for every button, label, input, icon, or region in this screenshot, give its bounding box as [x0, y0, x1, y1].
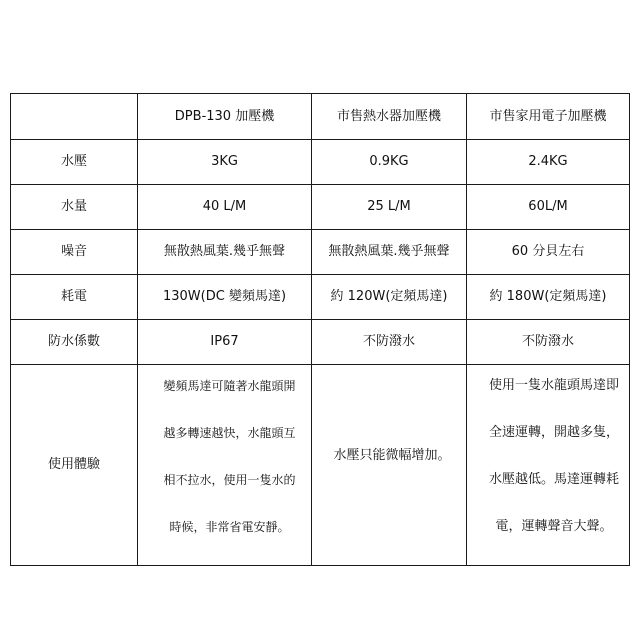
text-line: 時候，非常省電安靜。	[169, 520, 290, 534]
row-label: 噪音	[11, 230, 138, 275]
row-label: 防水係數	[11, 320, 138, 365]
row-label: 水量	[11, 185, 138, 230]
table-cell: 40 L/M	[138, 185, 312, 230]
text-line: 水壓只能微幅增加。	[333, 448, 451, 463]
text-line: 越多轉速越快，水龍頭互	[163, 426, 296, 440]
comparison-table	[10, 93, 630, 566]
table-cell: 不防潑水	[312, 320, 467, 365]
table-cell: 2.4KG	[467, 140, 630, 185]
row-label: 水壓	[11, 140, 138, 185]
row-power	[11, 275, 630, 320]
table-cell: 無散熱風葉.幾乎無聲	[138, 230, 312, 275]
table-cell: 60L/M	[467, 185, 630, 230]
text-line: 變頻馬達可隨著水龍頭開	[163, 379, 296, 393]
header-corner-cell	[11, 94, 138, 140]
header-dpb130: DPB-130 加壓機	[138, 94, 312, 140]
row-water-volume	[11, 185, 630, 230]
row-water-pressure	[11, 140, 630, 185]
table-cell: 3KG	[138, 140, 312, 185]
table-cell: 約 120W(定頻馬達)	[312, 275, 467, 320]
table-cell: 約 180W(定頻馬達)	[467, 275, 630, 320]
text-line: 水壓越低。馬達運轉耗	[488, 472, 619, 487]
experience-cell-electronic-pump	[467, 365, 630, 566]
table-cell: 無散熱風葉.幾乎無聲	[312, 230, 467, 275]
table-cell: 25 L/M	[312, 185, 467, 230]
text-line: 全速運轉，開越多隻，	[488, 425, 619, 440]
row-noise	[11, 230, 630, 275]
experience-cell-water-heater-pump	[312, 365, 467, 566]
row-label: 使用體驗	[11, 365, 138, 566]
row-waterproof	[11, 320, 630, 365]
experience-cell-dpb130	[138, 365, 312, 566]
text-line: 使用一隻水龍頭馬達即	[488, 378, 619, 393]
table-cell: 0.9KG	[312, 140, 467, 185]
header-row	[11, 94, 630, 140]
header-electronic-pump: 市售家用電子加壓機	[467, 94, 630, 140]
table-cell: IP67	[138, 320, 312, 365]
header-water-heater-pump: 市售熱水器加壓機	[312, 94, 467, 140]
row-label: 耗電	[11, 275, 138, 320]
text-line: 電，運轉聲音大聲。	[495, 519, 613, 534]
row-experience	[11, 365, 630, 566]
table-cell: 不防潑水	[467, 320, 630, 365]
table-cell: 130W(DC 變頻馬達)	[138, 275, 312, 320]
text-line: 相不拉水，使用一隻水的	[163, 473, 296, 487]
table-cell: 60 分貝左右	[467, 230, 630, 275]
